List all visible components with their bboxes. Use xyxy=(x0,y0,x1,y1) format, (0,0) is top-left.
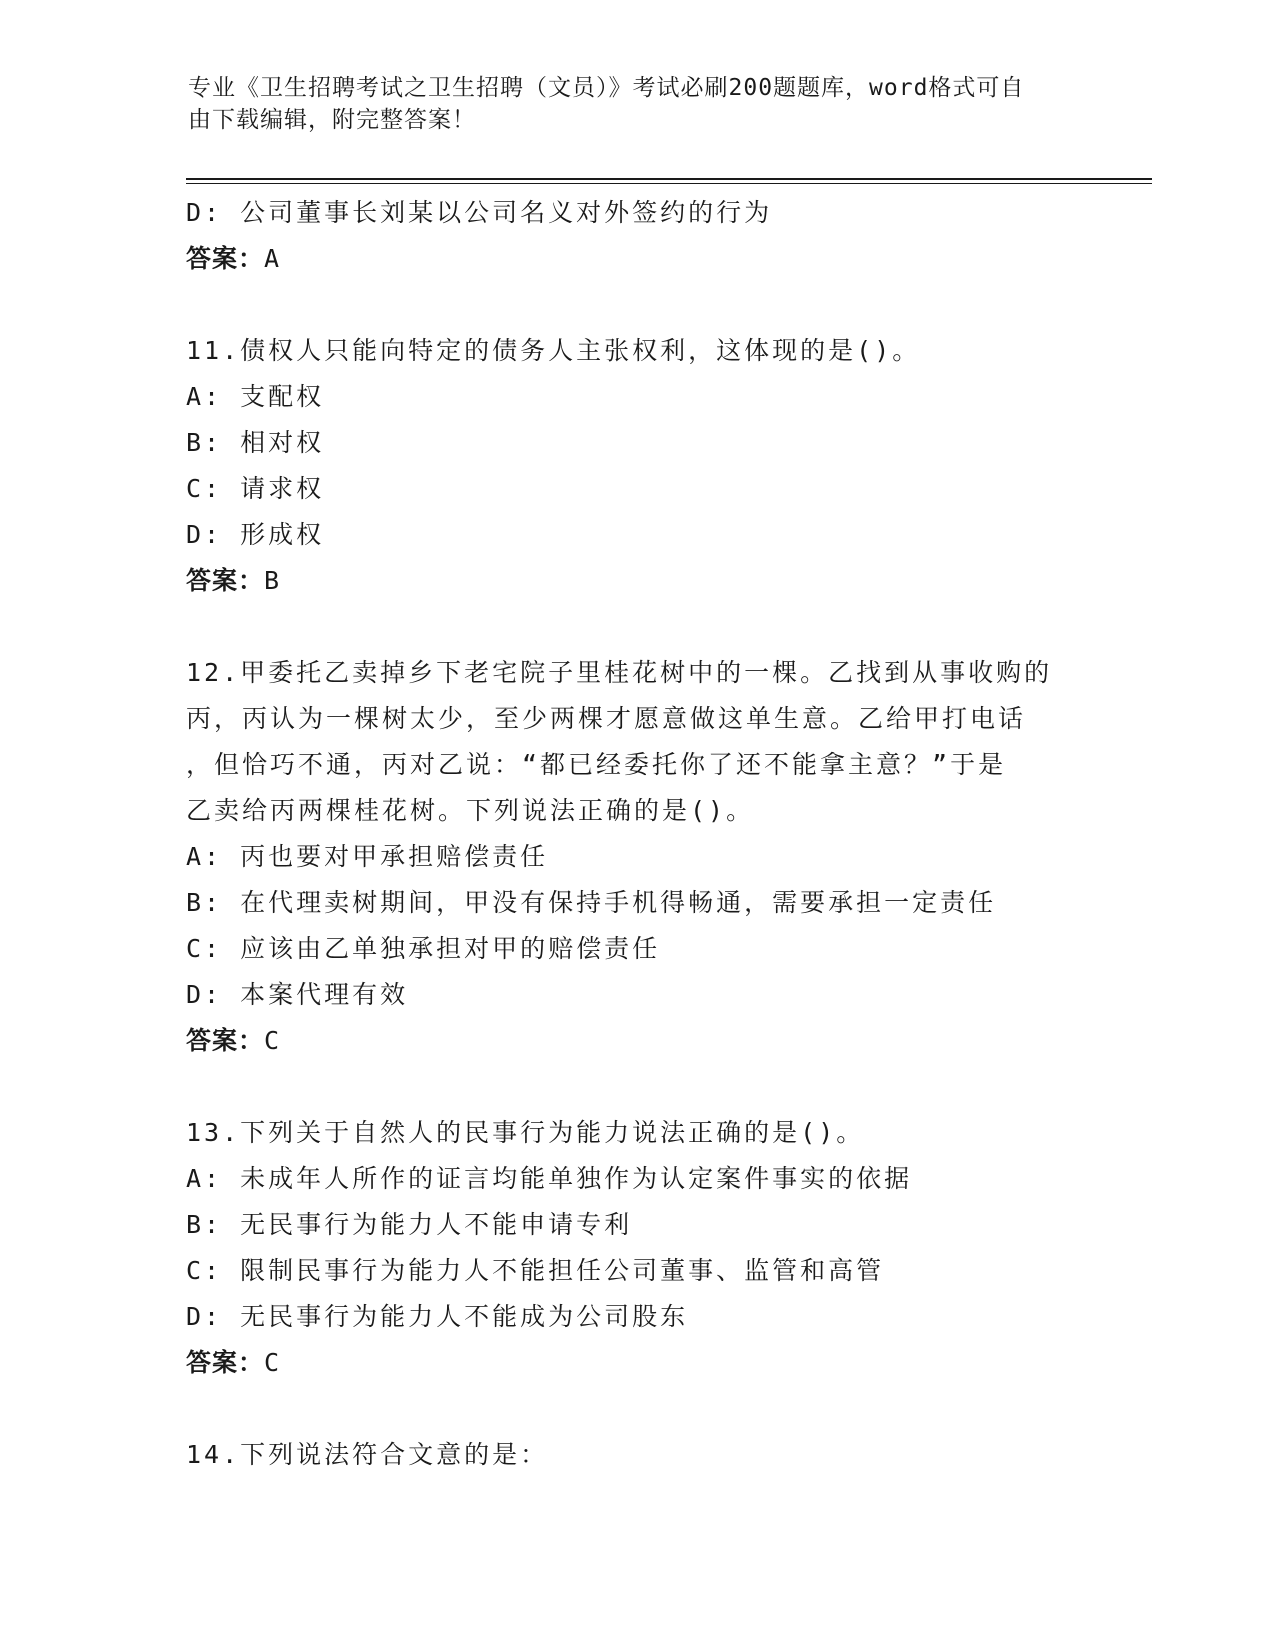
option-c: C: 请求权 xyxy=(186,474,325,503)
question-stem: 14.下列说法符合文意的是： xyxy=(186,1440,549,1469)
option-d: D: 公司董事长刘某以公司名义对外签约的行为 xyxy=(186,198,773,227)
option-a: A: 丙也要对甲承担赔偿责任 xyxy=(186,842,549,871)
header-divider xyxy=(186,178,1152,184)
question-14 xyxy=(186,1432,1086,1478)
option-b: B: 无民事行为能力人不能申请专利 xyxy=(186,1210,633,1239)
answer-label: 答案： xyxy=(186,244,265,273)
answer-line xyxy=(186,1340,1086,1386)
answer-value: C xyxy=(264,1026,281,1055)
question-stem: 11.债权人只能向特定的债务人主张权利，这体现的是()。 xyxy=(186,336,921,365)
question-stem: 12.甲委托乙卖掉乡下老宅院子里桂花树中的一棵。乙找到从事收购的 xyxy=(186,658,1053,687)
question-stem: 丙，丙认为一棵树太少，至少两棵才愿意做这单生意。乙给甲打电话 xyxy=(186,704,1027,733)
answer-label: 答案： xyxy=(186,566,265,595)
answer-value: A xyxy=(264,244,281,273)
question-12 xyxy=(186,650,1086,1064)
answer-label: 答案： xyxy=(186,1026,265,1055)
question-stem: ，但恰巧不通，丙对乙说：“都已经委托你了还不能拿主意？”于是 xyxy=(186,750,1007,779)
option-a: A: 未成年人所作的证言均能单独作为认定案件事实的依据 xyxy=(186,1164,913,1193)
option-b: B: 在代理卖树期间，甲没有保持手机得畅通，需要承担一定责任 xyxy=(186,888,997,917)
option-c: C: 限制民事行为能力人不能担任公司董事、监管和高管 xyxy=(186,1256,885,1285)
option-b: B: 相对权 xyxy=(186,428,325,457)
question-11 xyxy=(186,328,1086,604)
option-d: D: 本案代理有效 xyxy=(186,980,409,1009)
header-line-2: 由下载编辑，附完整答案！ xyxy=(188,107,476,133)
answer-line xyxy=(186,236,1086,282)
answer-value: B xyxy=(264,566,281,595)
document-header xyxy=(188,72,1068,136)
document-body xyxy=(186,190,1086,1478)
option-d: D: 无民事行为能力人不能成为公司股东 xyxy=(186,1302,689,1331)
answer-label: 答案： xyxy=(186,1348,265,1377)
option-d: D: 形成权 xyxy=(186,520,325,549)
header-line-1: 专业《卫生招聘考试之卫生招聘（文员）》考试必刷200题题库，word格式可自 xyxy=(188,75,1025,101)
question-stem: 乙卖给丙两棵桂花树。下列说法正确的是()。 xyxy=(186,796,755,825)
question-stem: 13.下列关于自然人的民事行为能力说法正确的是()。 xyxy=(186,1118,865,1147)
answer-line xyxy=(186,1018,1086,1064)
answer-value: C xyxy=(264,1348,281,1377)
answer-line xyxy=(186,558,1086,604)
question-13 xyxy=(186,1110,1086,1386)
option-a: A: 支配权 xyxy=(186,382,325,411)
option-c: C: 应该由乙单独承担对甲的赔偿责任 xyxy=(186,934,661,963)
